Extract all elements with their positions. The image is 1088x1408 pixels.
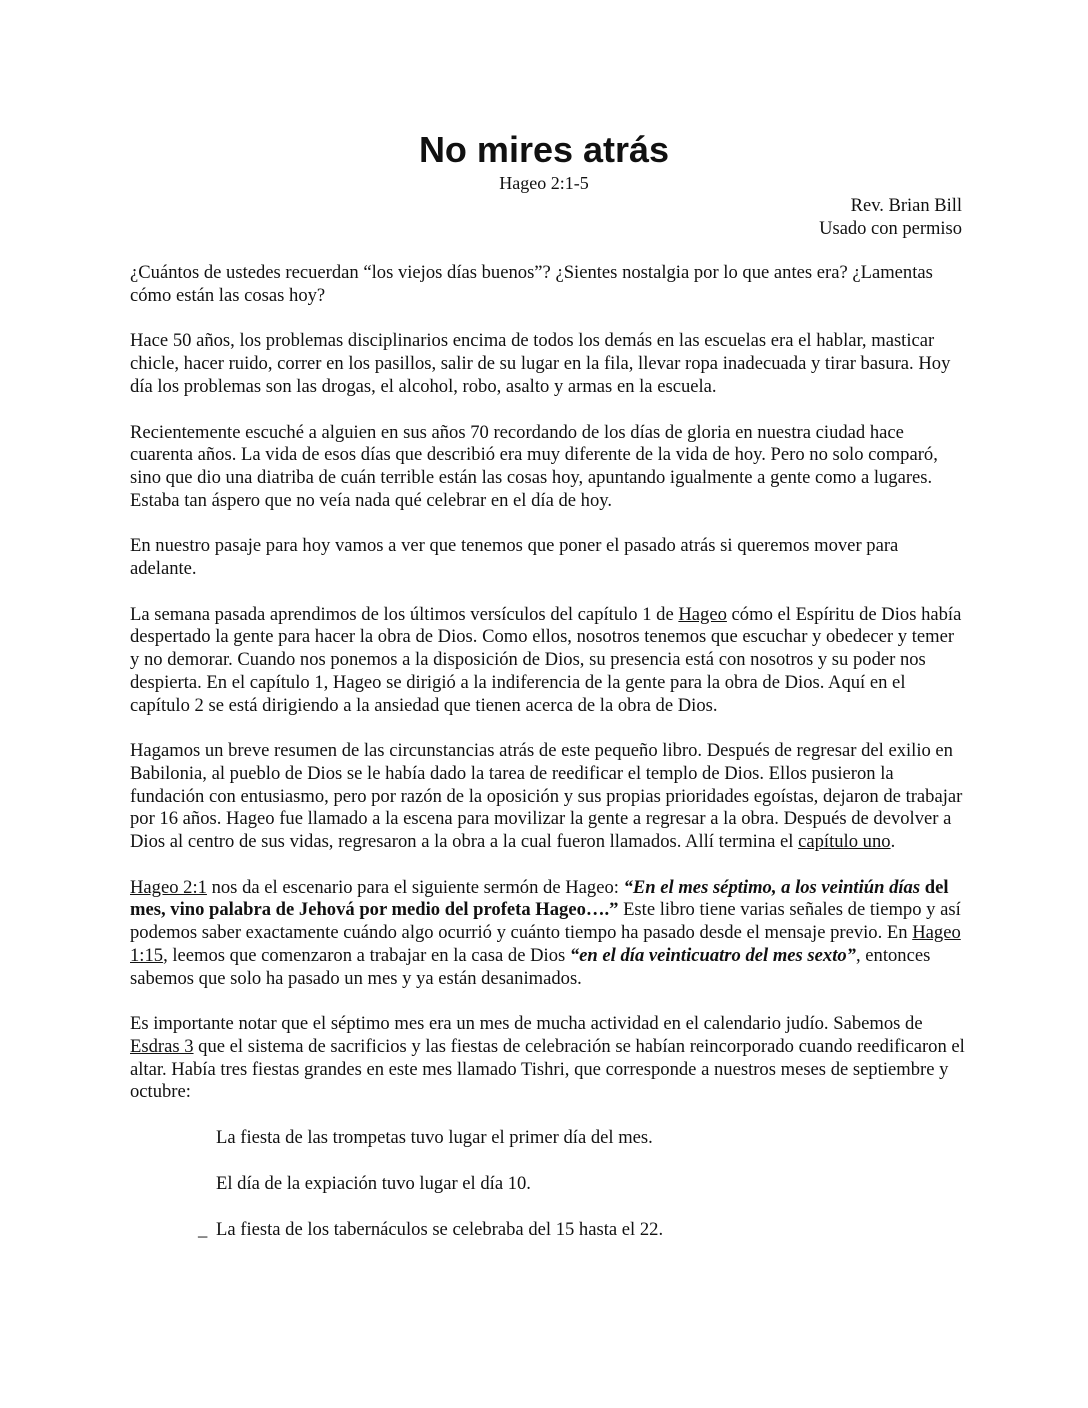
text: Hagamos un breve resumen de las circunstancias atrás de este pequeño libro. Después de regresar del exilio en Babilonia, al pueblo de Dios se le había dado la tarea de reedificar el templo de Dios. Ellos pusieron la fundación con entusiasmo, pero por razón de la oposición y sus propias prioridades egoístas, dejaron de trabajar por 16 años. Hageo fue llamado a la escena para movilizar la gente a regresar a la obra. Después de devolver a Dios al centro de sus vidas, regresaron a la obra a la cual fueron llamados. Allí termina el (130, 740, 963, 853)
text: , entonces sabemos que solo ha pasado un mes y ya están desanimados. (130, 944, 931, 989)
list-item: La fiesta de las trompetas tuvo lugar el primer día del mes. (216, 1127, 653, 1149)
text: , leemos que comenzaron a trabajar en la casa de Dios (163, 944, 570, 966)
scripture-reference: Hageo 2:1-5 (499, 173, 589, 193)
list-mark: _ (198, 1218, 208, 1240)
text: que el sistema de sacrificios y las fiestas de celebración se habían reincorporado cuando reedificaron el altar. Había tres fiestas grandes en este mes llamado Tishri, que corresponde a nuestros meses de septiembre y octubre: (130, 1035, 965, 1103)
permission-note: Usado con permiso (819, 219, 962, 239)
text: cómo el Espíritu de Dios había despertado la gente para hacer la obra de Dios. Como ellos, nosotros tenemos que escuchar y obedecer y temer y no demorar. Cuando nos ponemos a la disposición de Dios, su presencia está con nosotros y su poder nos despierta. En el capítulo 1, Hageo se dirigió a la indiferencia de la gente para la obra de Dios. Aquí en el capítulo 2 se está dirigiendo a la ansiedad que tienen acerca de la obra de Dios. (130, 603, 962, 716)
paragraph-5 (130, 604, 966, 718)
text: Este libro tiene varias señales de tiempo y así podemos saber exactamente cuándo algo ocurrió y cuánto tiempo ha pasado desde el mensaje previo. En (130, 899, 961, 944)
link-hageo-2-1[interactable]: Hageo 2:1 (130, 876, 207, 898)
list-item (198, 1218, 966, 1242)
paragraph-2: Hace 50 años, los problemas disciplinarios encima de todos los demás en las escuelas era el hablar, masticar chicle, hacer ruido, correr en los pasillos, salir de su lugar en la fila, llevar ropa inadecuada y tirar basura. Hoy día los problemas son las drogas, el alcohol, robo, asalto y armas en la escuela. (130, 330, 951, 397)
link-hageo[interactable]: Hageo (678, 603, 727, 625)
link-capitulo-uno[interactable]: capítulo uno (798, 831, 891, 853)
quote-bold: del mes, vino palabra de Jehová por medio del profeta Hageo….” (130, 876, 949, 921)
sermon-body (130, 262, 966, 1264)
quote-italic: “en el día veinticuatro del mes sexto” (569, 944, 856, 966)
link-esdras-3[interactable]: Esdras 3 (130, 1035, 194, 1057)
paragraph-1: ¿Cuántos de ustedes recuerdan “los viejos días buenos”? ¿Sientes nostalgia por lo que antes era? ¿Lamentas cómo están las cosas hoy? (130, 262, 933, 306)
text: La semana pasada aprendimos de los últimos versículos del capítulo 1 de (130, 603, 679, 625)
link-hageo-1-15[interactable]: Hageo 1:15 (130, 922, 961, 966)
paragraph-3: Recientemente escuché a alguien en sus años 70 recordando de los días de gloria en nuestra ciudad hace cuarenta años. La vida de esos días que describió era muy diferente de la vida de hoy. Pero no solo comparó, sino que dio una diatriba de cuán terrible están las cosas hoy, apuntando igualmente a gente como a lugares. Estaba tan áspero que no veía nada qué celebrar en el día de hoy. (130, 421, 938, 511)
quote-italic: “En el mes séptimo, a los veintiún días (623, 876, 921, 898)
paragraph-8 (130, 1013, 966, 1104)
paragraph-6 (130, 740, 966, 854)
text: nos da el escenario para el siguiente sermón de Hageo: (206, 876, 624, 898)
author: Rev. Brian Bill (850, 196, 962, 216)
page-title: No mires atrás (418, 129, 670, 170)
list-item: El día de la expiación tuvo lugar el día 10. (216, 1172, 531, 1194)
text: Es importante notar que el séptimo mes era un mes de mucha actividad en el calendario judío. Sabemos de (130, 1013, 923, 1035)
paragraph-7 (130, 877, 966, 991)
text: . (890, 831, 896, 853)
paragraph-4: En nuestro pasaje para hoy vamos a ver que tenemos que poner el pasado atrás si queremos mover para adelante. (130, 535, 899, 580)
byline (819, 195, 962, 241)
list-item-text: La fiesta de los tabernáculos se celebraba del 15 hasta el 22. (216, 1218, 664, 1240)
